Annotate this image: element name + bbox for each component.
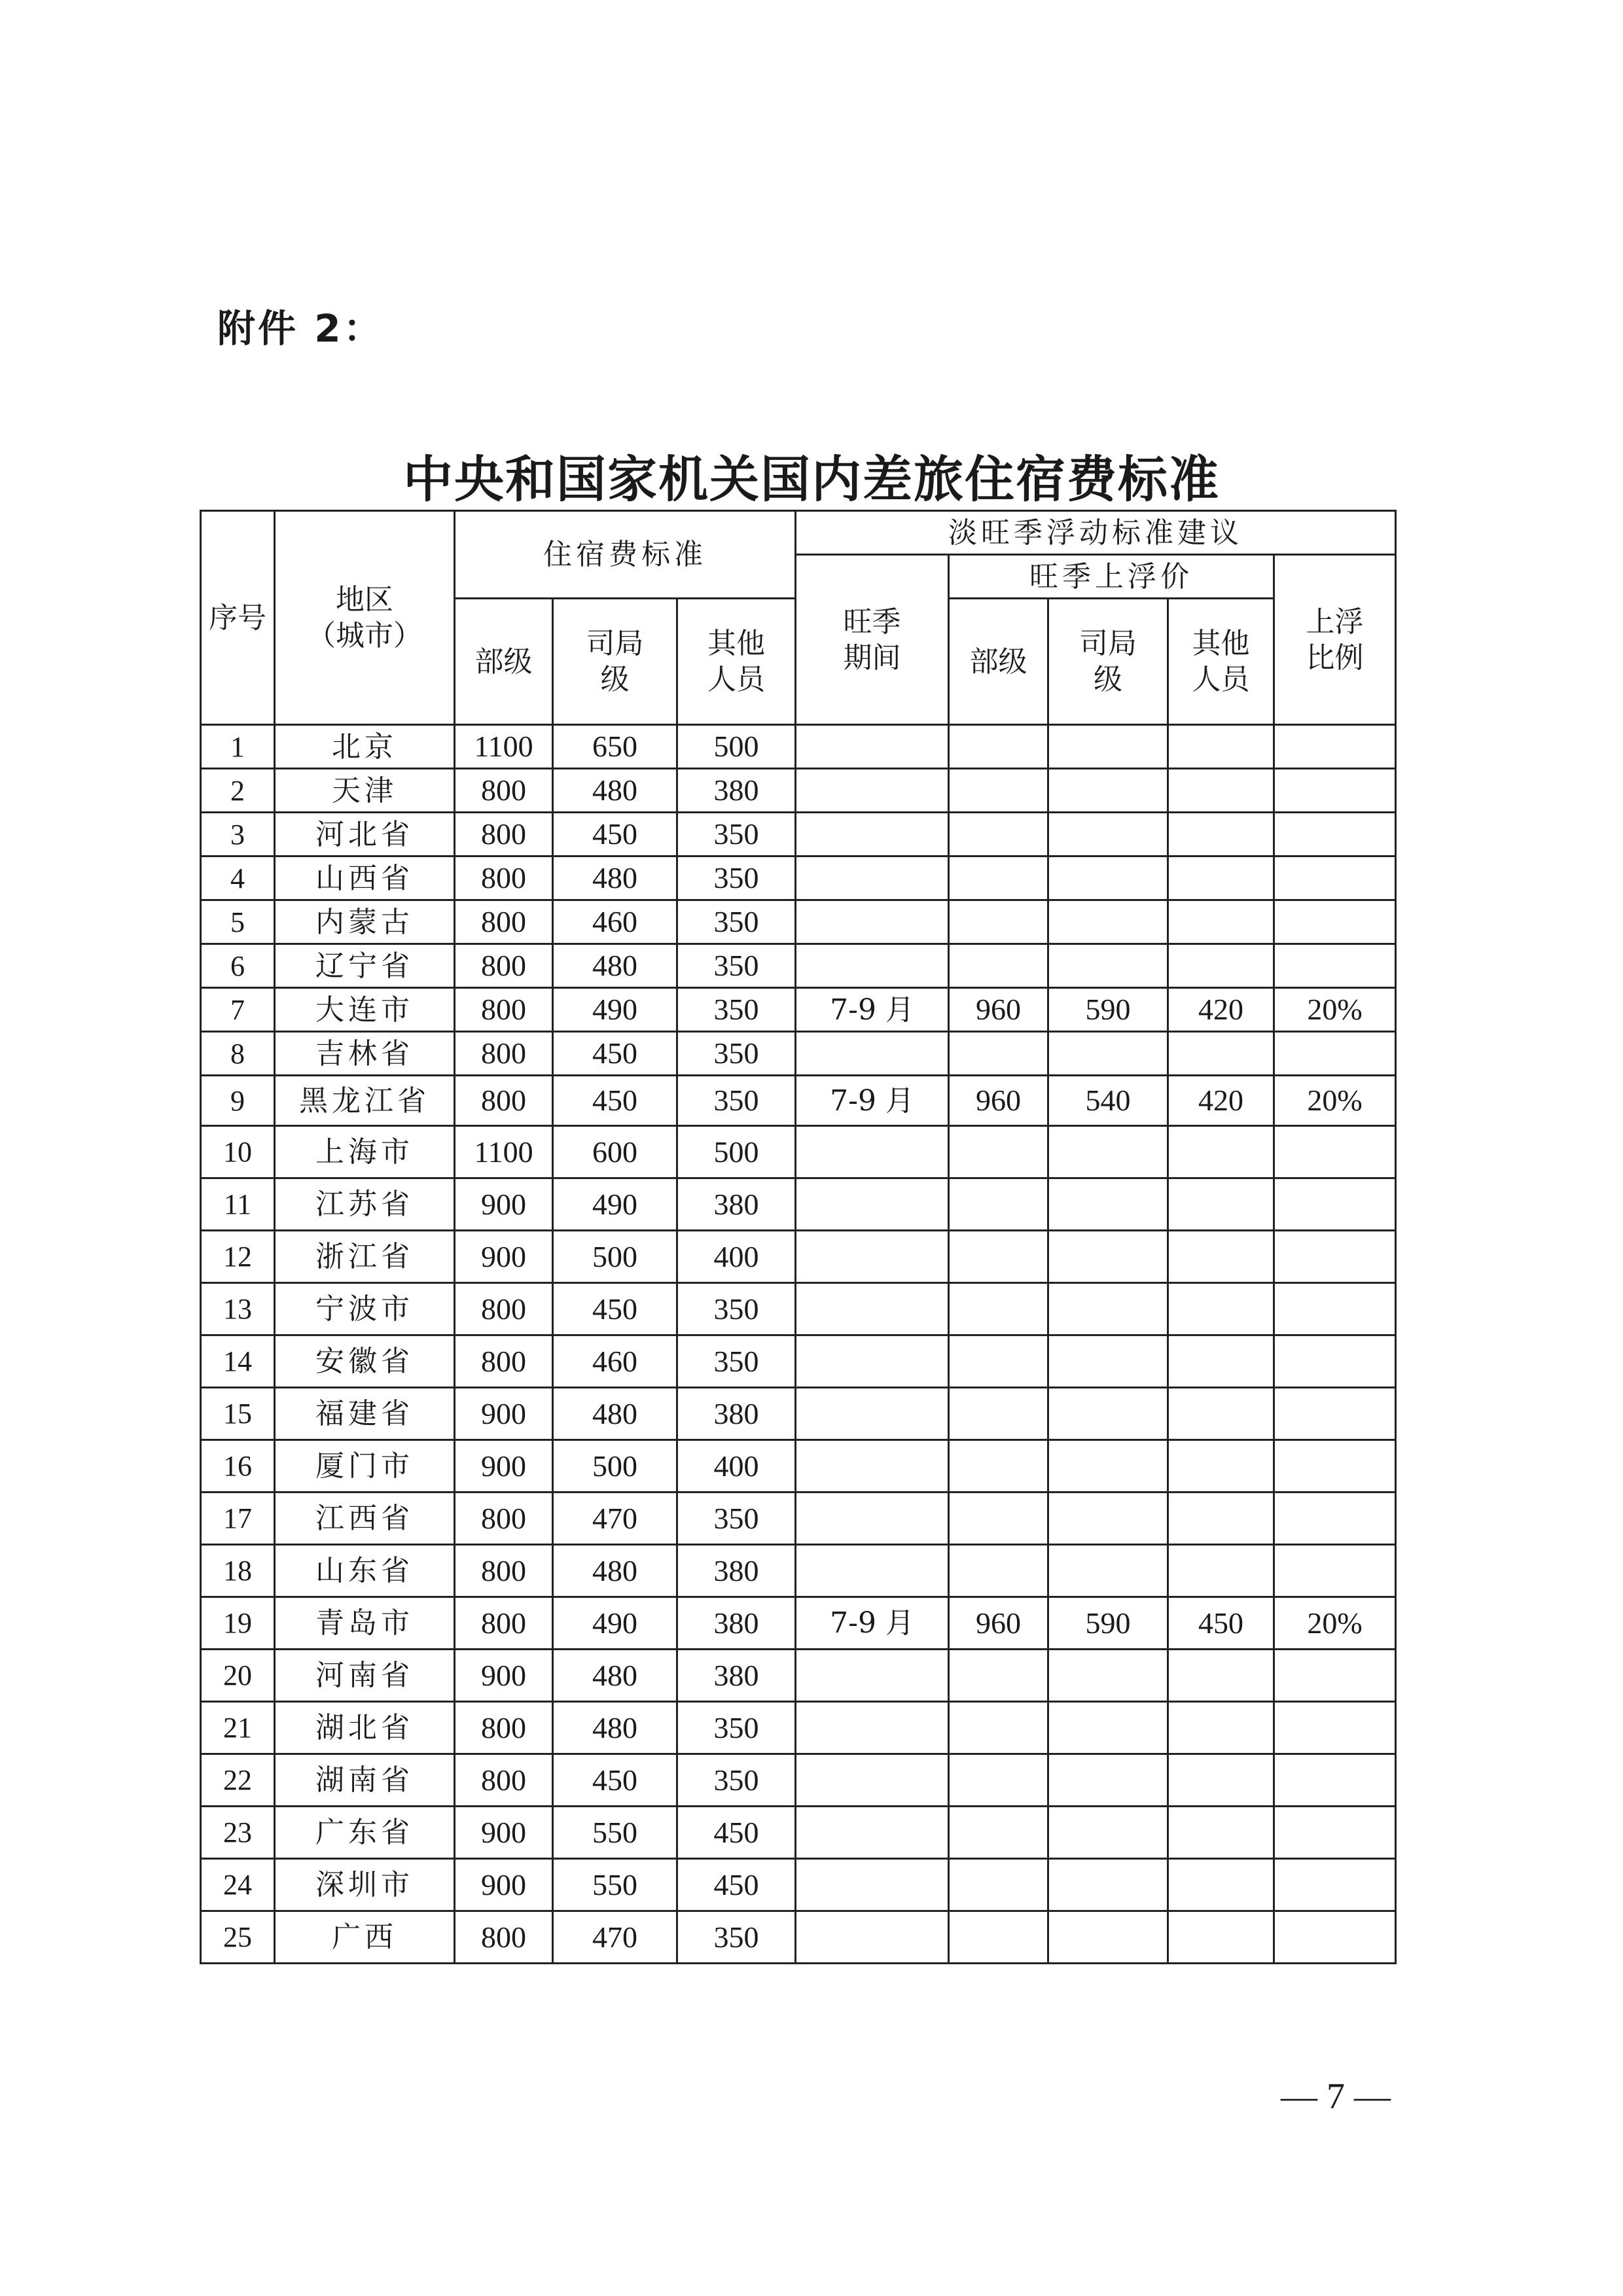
cell-peak-period [796,1388,949,1440]
cell-peak-period [796,1702,949,1754]
cell-peak-period [796,1911,949,1964]
cell-others: 350 [677,813,796,857]
table-row [201,900,1396,944]
cell-ministerial: 1100 [455,725,553,769]
cell-seq: 2 [201,769,275,813]
cell-peak-others [1168,1911,1274,1964]
cell-seq: 21 [201,1702,275,1754]
cell-others: 350 [677,1911,796,1964]
cell-region: 深圳市 [275,1859,455,1911]
cell-peak-ministerial [949,1283,1048,1335]
cell-region: 河南省 [275,1650,455,1702]
cell-others: 380 [677,1597,796,1650]
cell-others: 350 [677,944,796,988]
header-others: 其他 人员 [677,599,796,725]
cell-float-ratio [1274,1335,1396,1388]
cell-peak-ministerial [949,1807,1048,1859]
cell-ministerial: 800 [455,1283,553,1335]
cell-peak-others [1168,1702,1274,1754]
cell-peak-ministerial [949,1545,1048,1597]
cell-peak-ministerial [949,1335,1048,1388]
cell-peak-period [796,1859,949,1911]
cell-float-ratio [1274,725,1396,769]
cell-peak-period [796,1807,949,1859]
cell-peak-bureau [1048,1283,1168,1335]
cell-seq: 24 [201,1859,275,1911]
cell-others: 350 [677,1032,796,1076]
cell-float-ratio [1274,1032,1396,1076]
cell-others: 380 [677,1178,796,1231]
cell-peak-ministerial [949,1754,1048,1807]
header-region: 地区 （城市） [275,511,455,725]
cell-peak-bureau [1048,857,1168,900]
cell-float-ratio [1274,813,1396,857]
cell-peak-others: 450 [1168,1597,1274,1650]
cell-seq: 12 [201,1231,275,1283]
cell-seq: 10 [201,1126,275,1178]
cell-peak-bureau [1048,1388,1168,1440]
table-row [201,813,1396,857]
cell-others: 350 [677,988,796,1032]
cell-peak-others [1168,1545,1274,1597]
cell-ministerial: 900 [455,1231,553,1283]
cell-bureau: 550 [553,1807,677,1859]
cell-others: 380 [677,1545,796,1597]
cell-peak-others [1168,1231,1274,1283]
cell-ministerial: 800 [455,813,553,857]
cell-others: 400 [677,1440,796,1492]
cell-peak-ministerial [949,900,1048,944]
cell-peak-bureau [1048,1231,1168,1283]
cell-peak-ministerial [949,1702,1048,1754]
cell-peak-ministerial [949,944,1048,988]
cell-bureau: 470 [553,1492,677,1545]
cell-float-ratio [1274,1178,1396,1231]
cell-peak-bureau [1048,725,1168,769]
cell-ministerial: 800 [455,1032,553,1076]
cell-peak-others [1168,1126,1274,1178]
cell-ministerial: 800 [455,1754,553,1807]
cell-peak-bureau [1048,1335,1168,1388]
cell-ministerial: 800 [455,1335,553,1388]
header-seasonal-float: 淡旺季浮动标准建议 [796,511,1396,555]
table-row [201,1032,1396,1076]
cell-peak-bureau [1048,1178,1168,1231]
cell-float-ratio [1274,1492,1396,1545]
cell-bureau: 490 [553,988,677,1032]
cell-bureau: 600 [553,1126,677,1178]
cell-peak-bureau [1048,1807,1168,1859]
cell-float-ratio [1274,1911,1396,1964]
cell-ministerial: 800 [455,900,553,944]
cell-peak-others [1168,1440,1274,1492]
cell-ministerial: 1100 [455,1126,553,1178]
cell-peak-ministerial [949,1032,1048,1076]
table-row [201,769,1396,813]
cell-peak-others [1168,1754,1274,1807]
cell-bureau: 480 [553,1650,677,1702]
cell-float-ratio [1274,1859,1396,1911]
cell-peak-bureau [1048,1126,1168,1178]
table-row [201,1440,1396,1492]
cell-float-ratio [1274,1754,1396,1807]
cell-bureau: 550 [553,1859,677,1911]
cell-peak-period [796,725,949,769]
cell-seq: 19 [201,1597,275,1650]
cell-peak-ministerial [949,1231,1048,1283]
cell-peak-others [1168,900,1274,944]
table-row [201,1126,1396,1178]
cell-seq: 6 [201,944,275,988]
cell-region: 天津 [275,769,455,813]
table-row [201,1859,1396,1911]
page-title: 中央和国家机关国内差旅住宿费标准 [403,450,1220,508]
cell-peak-bureau [1048,1650,1168,1702]
cell-peak-others [1168,813,1274,857]
cell-region: 广东省 [275,1807,455,1859]
cell-region: 安徽省 [275,1335,455,1388]
cell-seq: 11 [201,1178,275,1231]
cell-peak-bureau [1048,769,1168,813]
table-row [201,1178,1396,1231]
header-float-ratio: 上浮 比例 [1274,555,1396,725]
cell-ministerial: 900 [455,1807,553,1859]
cell-float-ratio [1274,1650,1396,1702]
table-row [201,1807,1396,1859]
cell-others: 380 [677,769,796,813]
cell-bureau: 480 [553,1702,677,1754]
cell-peak-period [796,1283,949,1335]
cell-peak-period: 7-9 月 [796,1076,949,1126]
header-lodging-standard: 住宿费标准 [455,511,796,599]
attachment-label: 附件 2： [217,306,384,351]
cell-seq: 8 [201,1032,275,1076]
cell-ministerial: 800 [455,1492,553,1545]
cell-peak-period [796,1754,949,1807]
cell-bureau: 470 [553,1911,677,1964]
table-row [201,725,1396,769]
cell-peak-period [796,813,949,857]
table-row [201,1545,1396,1597]
cell-bureau: 500 [553,1440,677,1492]
cell-peak-bureau: 540 [1048,1076,1168,1126]
cell-peak-others [1168,1650,1274,1702]
cell-peak-ministerial [949,813,1048,857]
cell-region: 辽宁省 [275,944,455,988]
cell-peak-period [796,944,949,988]
cell-seq: 13 [201,1283,275,1335]
table-row [201,1231,1396,1283]
cell-region: 厦门市 [275,1440,455,1492]
cell-bureau: 450 [553,1283,677,1335]
cell-ministerial: 800 [455,1597,553,1650]
cell-seq: 14 [201,1335,275,1388]
table-row [201,1911,1396,1964]
cell-seq: 1 [201,725,275,769]
cell-seq: 4 [201,857,275,900]
cell-peak-period [796,900,949,944]
cell-bureau: 490 [553,1178,677,1231]
cell-peak-others [1168,769,1274,813]
cell-float-ratio [1274,857,1396,900]
cell-peak-others [1168,725,1274,769]
cell-peak-period [796,857,949,900]
cell-ministerial: 800 [455,944,553,988]
cell-seq: 15 [201,1388,275,1440]
cell-bureau: 490 [553,1597,677,1650]
cell-float-ratio [1274,769,1396,813]
cell-peak-ministerial: 960 [949,1076,1048,1126]
page-number: — 7 — [1281,2076,1391,2117]
cell-peak-others [1168,1492,1274,1545]
cell-float-ratio [1274,1388,1396,1440]
cell-float-ratio: 20% [1274,1597,1396,1650]
cell-peak-bureau [1048,1545,1168,1597]
header-peak-others: 其他 人员 [1168,599,1274,725]
cell-peak-others [1168,1335,1274,1388]
table-row [201,1650,1396,1702]
cell-float-ratio [1274,1283,1396,1335]
cell-peak-ministerial [949,1440,1048,1492]
cell-peak-period [796,1126,949,1178]
cell-seq: 3 [201,813,275,857]
cell-peak-period [796,1231,949,1283]
cell-others: 400 [677,1231,796,1283]
cell-bureau: 650 [553,725,677,769]
cell-float-ratio [1274,900,1396,944]
cell-region: 吉林省 [275,1032,455,1076]
cell-float-ratio [1274,1440,1396,1492]
cell-peak-period [796,1335,949,1388]
cell-bureau: 450 [553,1032,677,1076]
cell-peak-ministerial [949,1492,1048,1545]
cell-region: 福建省 [275,1388,455,1440]
cell-region: 黑龙江省 [275,1076,455,1126]
cell-others: 450 [677,1859,796,1911]
cell-bureau: 450 [553,813,677,857]
cell-peak-ministerial [949,725,1048,769]
cell-peak-ministerial [949,1859,1048,1911]
cell-ministerial: 800 [455,1702,553,1754]
header-bureau: 司局 级 [553,599,677,725]
cell-float-ratio [1274,1545,1396,1597]
cell-region: 山东省 [275,1545,455,1597]
lodging-standard-table [200,510,1397,1964]
cell-float-ratio [1274,944,1396,988]
cell-peak-ministerial: 960 [949,988,1048,1032]
cell-others: 350 [677,1492,796,1545]
cell-ministerial: 800 [455,769,553,813]
cell-ministerial: 900 [455,1440,553,1492]
cell-peak-period [796,769,949,813]
cell-peak-period [796,1032,949,1076]
cell-bureau: 480 [553,944,677,988]
cell-others: 350 [677,1754,796,1807]
cell-peak-ministerial [949,1126,1048,1178]
cell-peak-bureau [1048,944,1168,988]
cell-float-ratio: 20% [1274,1076,1396,1126]
cell-region: 青岛市 [275,1597,455,1650]
cell-peak-bureau [1048,1440,1168,1492]
header-seq: 序号 [201,511,275,725]
cell-ministerial: 800 [455,1545,553,1597]
cell-seq: 16 [201,1440,275,1492]
cell-others: 350 [677,1335,796,1388]
cell-region: 江西省 [275,1492,455,1545]
cell-seq: 23 [201,1807,275,1859]
cell-bureau: 450 [553,1076,677,1126]
cell-others: 380 [677,1388,796,1440]
cell-region: 宁波市 [275,1283,455,1335]
cell-peak-bureau [1048,1911,1168,1964]
cell-region: 河北省 [275,813,455,857]
cell-peak-ministerial [949,769,1048,813]
cell-peak-others: 420 [1168,1076,1274,1126]
cell-seq: 20 [201,1650,275,1702]
cell-others: 350 [677,1283,796,1335]
cell-peak-others [1168,1032,1274,1076]
cell-peak-bureau [1048,1702,1168,1754]
cell-peak-bureau [1048,900,1168,944]
header-peak-period: 旺季 期间 [796,555,949,725]
cell-peak-ministerial [949,1178,1048,1231]
cell-peak-ministerial [949,857,1048,900]
cell-others: 350 [677,900,796,944]
table-row [201,1335,1396,1388]
cell-others: 350 [677,857,796,900]
table-row [201,944,1396,988]
cell-others: 380 [677,1650,796,1702]
table-row [201,988,1396,1032]
cell-peak-bureau: 590 [1048,988,1168,1032]
cell-bureau: 480 [553,1388,677,1440]
cell-peak-ministerial [949,1388,1048,1440]
cell-seq: 9 [201,1076,275,1126]
cell-others: 350 [677,1076,796,1126]
cell-bureau: 460 [553,1335,677,1388]
cell-peak-period: 7-9 月 [796,1597,949,1650]
cell-ministerial: 800 [455,1911,553,1964]
cell-region: 内蒙古 [275,900,455,944]
cell-peak-others: 420 [1168,988,1274,1032]
table-row [201,1076,1396,1126]
cell-seq: 25 [201,1911,275,1964]
table-row [201,1283,1396,1335]
header-peak-ministerial: 部级 [949,599,1048,725]
cell-region: 山西省 [275,857,455,900]
cell-seq: 17 [201,1492,275,1545]
header-ministerial: 部级 [455,599,553,725]
cell-region: 湖南省 [275,1754,455,1807]
cell-seq: 7 [201,988,275,1032]
cell-peak-period [796,1492,949,1545]
cell-bureau: 450 [553,1754,677,1807]
table-row [201,1597,1396,1650]
cell-ministerial: 900 [455,1650,553,1702]
cell-peak-bureau [1048,1492,1168,1545]
cell-peak-period [796,1650,949,1702]
cell-peak-bureau [1048,1754,1168,1807]
cell-peak-period [796,1178,949,1231]
cell-ministerial: 900 [455,1859,553,1911]
cell-peak-period [796,1545,949,1597]
cell-peak-period [796,1440,949,1492]
table-row [201,1702,1396,1754]
cell-peak-bureau [1048,1032,1168,1076]
cell-region: 上海市 [275,1126,455,1178]
cell-region: 江苏省 [275,1178,455,1231]
table-row [201,1754,1396,1807]
cell-bureau: 460 [553,900,677,944]
header-peak-price: 旺季上浮价 [949,555,1274,599]
table-row [201,1492,1396,1545]
table-row [201,1388,1396,1440]
cell-peak-bureau [1048,1859,1168,1911]
cell-ministerial: 800 [455,1076,553,1126]
cell-bureau: 480 [553,769,677,813]
cell-peak-ministerial: 960 [949,1597,1048,1650]
cell-bureau: 480 [553,1545,677,1597]
cell-peak-others [1168,1283,1274,1335]
cell-float-ratio [1274,1702,1396,1754]
cell-peak-bureau [1048,813,1168,857]
cell-others: 450 [677,1807,796,1859]
header-peak-bureau: 司局 级 [1048,599,1168,725]
cell-ministerial: 900 [455,1388,553,1440]
cell-others: 350 [677,1702,796,1754]
cell-peak-others [1168,1388,1274,1440]
cell-bureau: 500 [553,1231,677,1283]
cell-peak-period: 7-9 月 [796,988,949,1032]
cell-ministerial: 800 [455,857,553,900]
table-row [201,857,1396,900]
cell-region: 浙江省 [275,1231,455,1283]
cell-float-ratio [1274,1126,1396,1178]
cell-others: 500 [677,725,796,769]
cell-peak-others [1168,1859,1274,1911]
cell-peak-others [1168,1807,1274,1859]
cell-seq: 18 [201,1545,275,1597]
cell-seq: 22 [201,1754,275,1807]
cell-region: 广西 [275,1911,455,1964]
cell-region: 北京 [275,725,455,769]
cell-peak-ministerial [949,1911,1048,1964]
cell-region: 湖北省 [275,1702,455,1754]
cell-others: 500 [677,1126,796,1178]
cell-float-ratio: 20% [1274,988,1396,1032]
cell-peak-bureau: 590 [1048,1597,1168,1650]
cell-region: 大连市 [275,988,455,1032]
cell-ministerial: 800 [455,988,553,1032]
cell-bureau: 480 [553,857,677,900]
cell-float-ratio [1274,1807,1396,1859]
cell-peak-others [1168,944,1274,988]
cell-ministerial: 900 [455,1178,553,1231]
cell-peak-others [1168,857,1274,900]
cell-float-ratio [1274,1231,1396,1283]
cell-peak-others [1168,1178,1274,1231]
cell-seq: 5 [201,900,275,944]
cell-peak-ministerial [949,1650,1048,1702]
